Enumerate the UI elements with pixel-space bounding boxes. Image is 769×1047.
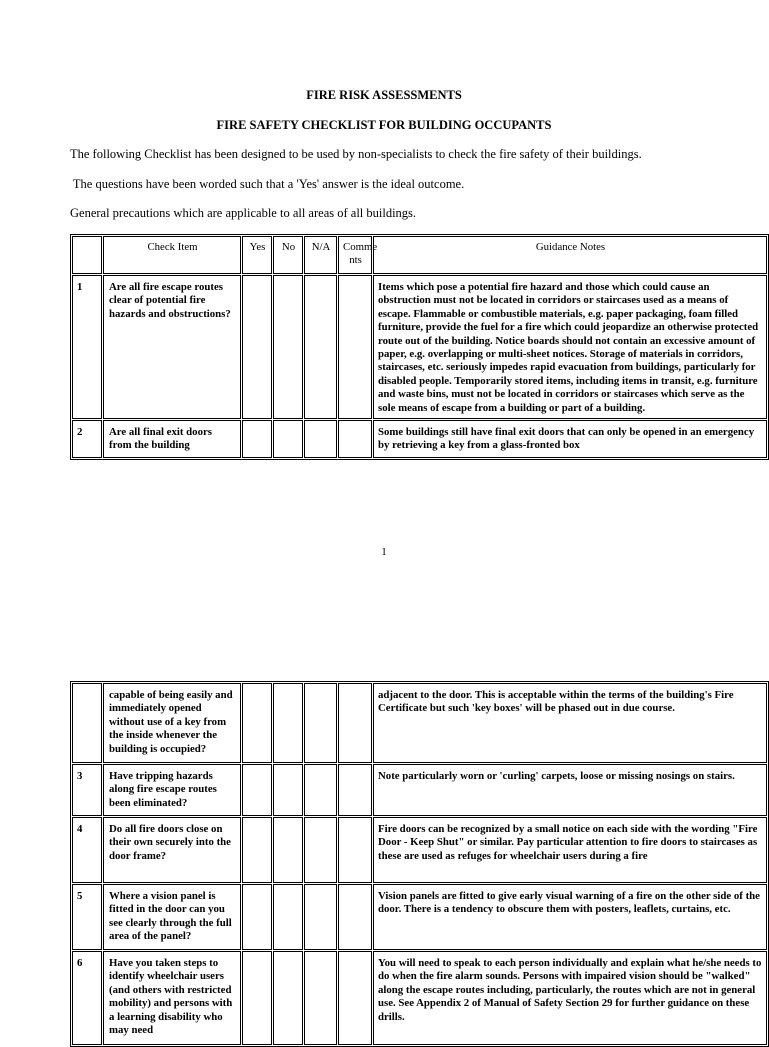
table-header-row — [72, 236, 767, 274]
no-cell[interactable] — [273, 764, 303, 816]
comments-cell[interactable] — [338, 275, 372, 419]
row-number: 5 — [72, 884, 102, 950]
table-row — [72, 764, 767, 816]
row-number: 4 — [72, 817, 102, 883]
no-cell[interactable] — [273, 884, 303, 950]
comments-cell[interactable] — [338, 884, 372, 950]
intro-paragraph-3: General precautions which are applicable to all areas of all buildings. — [70, 206, 417, 220]
header-comments: Comme nts — [338, 236, 372, 274]
yes-cell[interactable] — [242, 275, 272, 419]
na-cell[interactable] — [304, 951, 337, 1045]
header-no: No — [273, 236, 303, 274]
intro-paragraph-2: The questions have been worded such that a 'Yes' answer is the ideal outcome. — [70, 177, 465, 191]
yes-cell[interactable] — [242, 420, 272, 458]
check-item-question: Where a vision panel is fitted in the door can you see clearly through the full area of the panel? — [103, 884, 241, 950]
guidance-note: Vision panels are fitted to give early visual warning of a fire on the other side of the door. There is a tendency to obscure them with posters, leaflets, curtains, etc. — [373, 884, 767, 950]
guidance-note: adjacent to the door. This is acceptable within the terms of the building's Fire Certificate but such 'key boxes' will be phased out in due course. — [373, 683, 767, 763]
guidance-note: Some buildings still have final exit doors that can only be opened in an emergency by retrieving a key from a glass-fronted box — [373, 420, 767, 458]
check-item-question: capable of being easily and immediately opened without use of a key from the inside whenever the building is occupied? — [103, 683, 241, 763]
row-number: 2 — [72, 420, 102, 458]
check-item-question: Have you taken steps to identify wheelchair users (and others with restricted mobility) and persons with a learning disability who may need — [103, 951, 241, 1045]
table-row — [72, 951, 767, 1045]
check-item-question: Have tripping hazards along fire escape routes been eliminated? — [103, 764, 241, 816]
document-subtitle: FIRE SAFETY CHECKLIST FOR BUILDING OCCUPANTS — [216, 118, 552, 132]
table-row — [72, 683, 767, 763]
no-cell[interactable] — [273, 817, 303, 883]
table-row — [72, 420, 767, 458]
header-number — [72, 236, 102, 274]
page-break — [0, 600, 768, 680]
checklist-table-page-1 — [70, 234, 769, 460]
yes-cell[interactable] — [242, 683, 272, 763]
comments-cell[interactable] — [338, 764, 372, 816]
no-cell[interactable] — [273, 275, 303, 419]
guidance-note: You will need to speak to each person individually and explain what he/she needs to do when the fire alarm sounds. Persons with impaired vision should be "walked" along the escape routes including, particularly, the routes which are not in general use. See Appendix 2 of Manual of Safety Section 29 for further guidance on these drills. — [373, 951, 767, 1045]
no-cell[interactable] — [273, 683, 303, 763]
na-cell[interactable] — [304, 884, 337, 950]
checklist-table-page-2 — [70, 681, 769, 1047]
yes-cell[interactable] — [242, 884, 272, 950]
header-check-item: Check Item — [103, 236, 241, 274]
table-row — [72, 884, 767, 950]
check-item-question: Are all final exit doors from the building — [103, 420, 241, 458]
yes-cell[interactable] — [242, 817, 272, 883]
guidance-note: Fire doors can be recognized by a small notice on each side with the wording "Fire Door - Keep Shut" or similar. Pay particular attention to fire doors to staircases as these are used as refuges for wheelchair users during a fire — [373, 817, 767, 883]
check-item-question: Do all fire doors close on their own securely into the door frame? — [103, 817, 241, 883]
comments-cell[interactable] — [338, 817, 372, 883]
header-yes: Yes — [242, 236, 272, 274]
table-row — [72, 817, 767, 883]
na-cell[interactable] — [304, 764, 337, 816]
row-number — [72, 683, 102, 763]
document-title: FIRE RISK ASSESSMENTS — [306, 88, 462, 102]
no-cell[interactable] — [273, 951, 303, 1045]
row-number: 1 — [72, 275, 102, 419]
comments-cell[interactable] — [338, 951, 372, 1045]
no-cell[interactable] — [273, 420, 303, 458]
guidance-note: Items which pose a potential fire hazard and those which could cause an obstruction must not be located in corridors or staircases used as a means of escape. Flammable or combustible materials, e.g. paper packaging, foam filled furniture, provide the fuel for a fire which could jeopardize an otherwise protected route out of the building. Notice boards should not contain an excessive amount of paper, e.g. overlapping or multi-sheet notices. Storage of materials in corridors, staircases, etc. seriously impedes rapid evacuation from buildings, particularly for disabled people. Temporarily stored items, including items in transit, e.g. furniture and waste bins, must not be located in corridors or staircases which serve as the sole means of escape from a building or part of a building. — [373, 275, 767, 419]
guidance-note: Note particularly worn or 'curling' carpets, loose or missing nosings on stairs. — [373, 764, 767, 816]
yes-cell[interactable] — [242, 951, 272, 1045]
document-page-2 — [0, 680, 768, 1037]
check-item-question: Are all fire escape routes clear of potential fire hazards and obstructions? — [103, 275, 241, 419]
header-na: N/A — [304, 236, 337, 274]
na-cell[interactable] — [304, 817, 337, 883]
row-number: 6 — [72, 951, 102, 1045]
page-number: 1 — [381, 546, 387, 558]
table-row — [72, 275, 767, 419]
na-cell[interactable] — [304, 275, 337, 419]
intro-paragraph-1: The following Checklist has been designed to be used by non-specialists to check the fire safety of their buildings. — [70, 147, 642, 161]
row-number: 3 — [72, 764, 102, 816]
comments-cell[interactable] — [338, 683, 372, 763]
comments-cell[interactable] — [338, 420, 372, 458]
header-guidance-notes: Guidance Notes — [373, 236, 767, 274]
na-cell[interactable] — [304, 420, 337, 458]
yes-cell[interactable] — [242, 764, 272, 816]
na-cell[interactable] — [304, 683, 337, 763]
